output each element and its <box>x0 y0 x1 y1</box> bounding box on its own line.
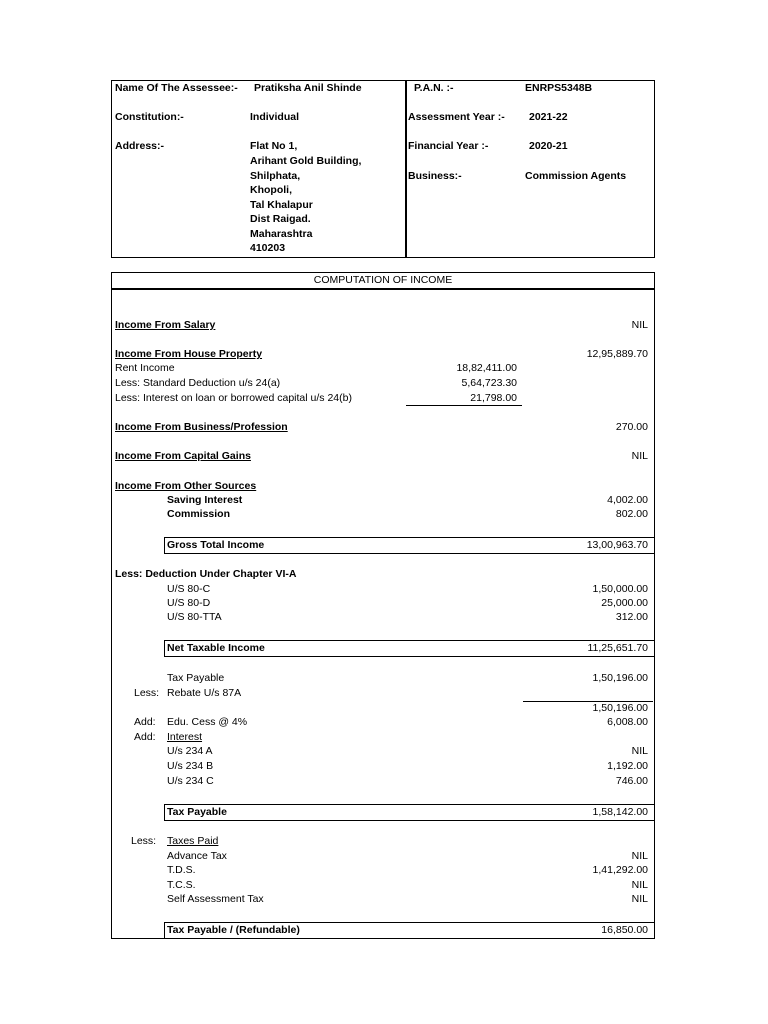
saving-interest-label: Saving Interest <box>167 494 243 506</box>
capital-gains-value: NIL <box>631 450 648 462</box>
deduction-80tta-value: 312.00 <box>615 611 648 623</box>
business-value: Commission Agents <box>525 170 627 182</box>
tcs-value: NIL <box>631 879 648 891</box>
address-line: Maharashtra <box>250 228 313 240</box>
address-line: Dist Raigad. <box>250 213 311 225</box>
deduction-80c-label: U/S 80-C <box>167 583 211 595</box>
name-value: Pratiksha Anil Shinde <box>254 82 362 94</box>
self-assessment-tax-value: NIL <box>631 893 648 905</box>
less-prefix: Less: <box>134 687 160 699</box>
financial-year-label: Financial Year :- <box>408 140 489 152</box>
pan-label: P.A.N. :- <box>414 82 454 94</box>
other-sources-label: Income From Other Sources <box>115 480 257 492</box>
rent-income-label: Rent Income <box>115 362 175 374</box>
taxes-paid-heading: Taxes Paid <box>167 835 219 847</box>
business-income-label: Income From Business/Profession <box>115 421 288 433</box>
net-taxable-income-label: Net Taxable Income <box>167 642 265 654</box>
address-line: 410203 <box>250 242 286 254</box>
saving-interest-value: 4,002.00 <box>607 494 648 506</box>
net-taxable-income-value: 11,25,651.70 <box>587 642 648 654</box>
commission-value: 802.00 <box>615 508 648 520</box>
assessment-year-label: Assessment Year :- <box>408 111 505 123</box>
rebate-label: Rebate U/s 87A <box>167 687 242 699</box>
tax-payable-label: Tax Payable <box>167 672 225 684</box>
tcs-label: T.C.S. <box>167 879 196 891</box>
deduction-heading: Less: Deduction Under Chapter VI-A <box>115 568 297 580</box>
rent-income-value: 18,82,411.00 <box>456 362 517 374</box>
capital-gains-label: Income From Capital Gains <box>115 450 251 462</box>
less-prefix: Less: <box>131 835 157 847</box>
interest-heading: Interest <box>167 731 203 743</box>
tds-label: T.D.S. <box>167 864 196 876</box>
title-divider <box>111 288 655 290</box>
assessment-year-value: 2021-22 <box>529 111 568 123</box>
interest-234c-label: U/s 234 C <box>167 775 214 787</box>
address-line: Tal Khalapur <box>250 199 313 211</box>
address-line: Khopoli, <box>250 184 292 196</box>
standard-deduction-value: 5,64,723.30 <box>461 377 517 389</box>
house-property-value: 12,95,889.70 <box>586 348 648 360</box>
self-assessment-tax-label: Self Assessment Tax <box>167 893 264 905</box>
interest-on-loan-value: 21,798.00 <box>470 392 517 404</box>
commission-label: Commission <box>167 508 231 520</box>
edu-cess-value: 6,008.00 <box>607 716 648 728</box>
tds-value: 1,41,292.00 <box>592 864 648 876</box>
salary-label: Income From Salary <box>115 319 216 331</box>
interest-234b-label: U/s 234 B <box>167 760 214 772</box>
constitution-value: Individual <box>250 111 300 123</box>
address-label: Address:- <box>115 140 165 152</box>
tax-payable-refundable-value: 16,850.00 <box>601 924 648 936</box>
advance-tax-value: NIL <box>631 850 648 862</box>
deduction-80tta-label: U/S 80-TTA <box>167 611 222 623</box>
constitution-label: Constitution:- <box>115 111 184 123</box>
address-line: Flat No 1, <box>250 140 298 152</box>
tax-payable-total-label: Tax Payable <box>167 806 227 818</box>
deduction-80d-label: U/S 80-D <box>167 597 211 609</box>
name-label: Name Of The Assessee:- <box>115 82 238 94</box>
header-divider <box>405 80 407 258</box>
add-prefix: Add: <box>134 716 156 728</box>
gross-total-income-value: 13,00,963.70 <box>586 539 648 551</box>
deduction-80c-value: 1,50,000.00 <box>592 583 648 595</box>
assessee-details-box <box>111 80 655 258</box>
subtotal-value: 1,50,196.00 <box>592 702 648 714</box>
interest-234a-label: U/s 234 A <box>167 745 213 757</box>
interest-234c-value: 746.00 <box>615 775 648 787</box>
computation-title: COMPUTATION OF INCOME <box>313 274 453 286</box>
tax-payable-value: 1,50,196.00 <box>592 672 648 684</box>
interest-234a-value: NIL <box>631 745 648 757</box>
deduction-80d-value: 25,000.00 <box>601 597 648 609</box>
business-income-value: 270.00 <box>615 421 648 433</box>
advance-tax-label: Advance Tax <box>167 850 227 862</box>
gross-total-income-label: Gross Total Income <box>167 539 265 551</box>
tax-payable-refundable-label: Tax Payable / (Refundable) <box>167 924 300 936</box>
business-label: Business:- <box>408 170 462 182</box>
address-line: Arihant Gold Building, <box>250 155 362 167</box>
house-subtotal-line <box>406 405 522 406</box>
tax-payable-total-value: 1,58,142.00 <box>592 806 648 818</box>
interest-234b-value: 1,192.00 <box>607 760 648 772</box>
house-property-label: Income From House Property <box>115 348 263 360</box>
interest-on-loan-label: Less: Interest on loan or borrowed capital u/s 24(b) <box>115 392 352 404</box>
standard-deduction-label: Less: Standard Deduction u/s 24(a) <box>115 377 281 389</box>
add-prefix: Add: <box>134 731 156 743</box>
financial-year-value: 2020-21 <box>529 140 568 152</box>
edu-cess-label: Edu. Cess @ 4% <box>167 716 248 728</box>
salary-value: NIL <box>631 319 648 331</box>
address-line: Shilphata, <box>250 170 301 182</box>
pan-value: ENRPS5348B <box>525 82 593 94</box>
